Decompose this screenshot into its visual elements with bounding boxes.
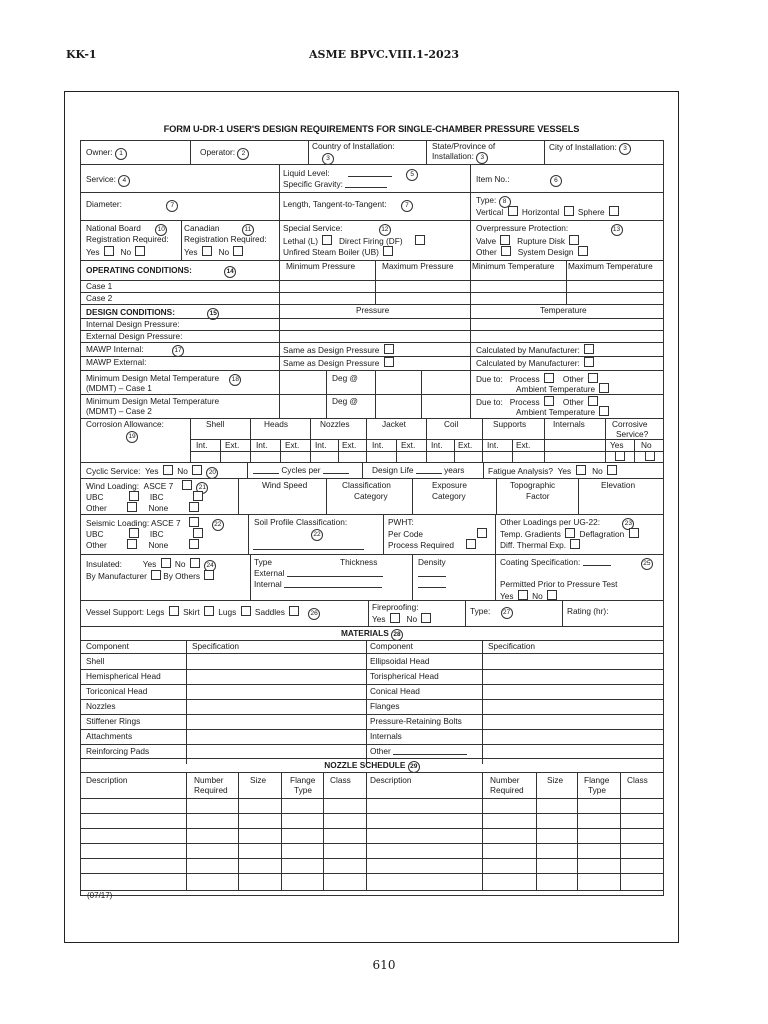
service-label: Service: 4 bbox=[86, 174, 130, 187]
special-service-label: Special Service: 12 bbox=[283, 223, 391, 236]
materials-title: MATERIALS 28 bbox=[80, 628, 664, 641]
insulation-by[interactable]: By Manufacturer By Others bbox=[86, 570, 216, 582]
noz-required-right: Required bbox=[490, 785, 524, 795]
fireproofing-label: Fireproofing: bbox=[372, 602, 419, 612]
ext-heads: Ext. bbox=[285, 440, 300, 450]
corr-corrosive: Corrosive bbox=[612, 419, 648, 429]
mdmt-case2: (MDMT) – Case 2 bbox=[86, 406, 152, 416]
nb-yes-no[interactable]: Yes No bbox=[86, 246, 147, 258]
ext-shell: Ext. bbox=[225, 440, 240, 450]
mat-right-other: Other bbox=[370, 746, 467, 757]
wind-elevation: Elevation bbox=[601, 480, 636, 490]
design-life: Design Life years bbox=[372, 465, 465, 475]
mat-left-row: Nozzles bbox=[86, 701, 116, 711]
design-conditions-title: DESIGN CONDITIONS: 15 bbox=[86, 307, 219, 320]
corr-supports: Supports bbox=[493, 419, 527, 429]
due-to-2[interactable]: Due to: Process Other bbox=[476, 396, 600, 408]
design-temperature-header: Temperature bbox=[540, 305, 587, 315]
noz-desc-right: Description bbox=[370, 775, 412, 785]
nb-registration-label: Registration Required: bbox=[86, 234, 169, 244]
can-registration-label: Registration Required: bbox=[184, 234, 267, 244]
insulation-external: External bbox=[254, 568, 383, 579]
city-label: City of Installation: 3 bbox=[549, 142, 631, 155]
insulated-row[interactable]: Insulated: Yes No 24 bbox=[86, 558, 216, 572]
soil-marker: 22 bbox=[311, 528, 323, 541]
page-header-center: ASME BPVC.VIII.1-2023 bbox=[309, 48, 459, 61]
length-label: Length, Tangent-to-Tangent: 7 bbox=[283, 199, 413, 212]
cyclic-service[interactable]: Cyclic Service: Yes No 20 bbox=[86, 465, 218, 479]
form-frame bbox=[64, 91, 679, 943]
external-design-pressure: External Design Pressure: bbox=[86, 331, 183, 341]
corr-heads: Heads bbox=[264, 419, 288, 429]
corr-no: No bbox=[641, 440, 652, 450]
min-pressure-header: Minimum Pressure bbox=[286, 261, 356, 271]
case-1-label: Case 1 bbox=[86, 281, 113, 291]
overpressure-label: Overpressure Protection: 13 bbox=[476, 223, 623, 236]
int-heads: Int. bbox=[256, 440, 268, 450]
int-supports: Int. bbox=[487, 440, 499, 450]
rating-hr: Rating (hr): bbox=[567, 606, 609, 616]
pwht-per-code[interactable]: Per Code bbox=[388, 528, 489, 540]
wind-exposure: Exposure bbox=[432, 480, 468, 490]
fatigue-analysis[interactable]: Fatigue Analysis? Yes No bbox=[488, 465, 619, 477]
page-header-left: KK-1 bbox=[66, 48, 97, 61]
mat-right-row: Torispherical Head bbox=[370, 671, 439, 681]
noz-type-left: Type bbox=[294, 785, 312, 795]
other-loadings: Other Loadings per UG-22: 23 bbox=[500, 517, 634, 530]
wind-loading-row1[interactable]: Wind Loading: ASCE 7 21 bbox=[86, 480, 208, 494]
insulation-type: Type bbox=[254, 557, 272, 567]
noz-flange-left: Flange bbox=[290, 775, 316, 785]
noz-class-left: Class bbox=[330, 775, 351, 785]
wind-topographic: Topographic bbox=[510, 480, 556, 490]
mat-spec-right: Specification bbox=[488, 641, 536, 651]
corr-yes: Yes bbox=[610, 440, 624, 450]
insulation-thickness: Thickness bbox=[340, 557, 378, 567]
mat-left-row: Reinforcing Pads bbox=[86, 746, 150, 756]
max-temp-header: Maximum Temperature bbox=[568, 261, 653, 271]
mat-component-right: Component bbox=[370, 641, 413, 651]
temp-gradients[interactable]: Temp. Gradients Deflagration bbox=[500, 528, 641, 540]
deg-at-1: Deg @ bbox=[332, 373, 358, 383]
mat-left-row: Stiffener Rings bbox=[86, 716, 141, 726]
page-number: 610 bbox=[372, 958, 396, 972]
country-marker: 3 bbox=[322, 152, 334, 165]
seismic-row1[interactable]: Seismic Loading: ASCE 7 22 bbox=[86, 517, 224, 531]
other-system[interactable]: Other System Design bbox=[476, 246, 590, 258]
wind-factor: Factor bbox=[526, 491, 550, 501]
min-temp-header: Minimum Temperature bbox=[472, 261, 555, 271]
mat-right-row: Ellipsoidal Head bbox=[370, 656, 430, 666]
insulation-density: Density bbox=[418, 557, 446, 567]
due-to-1[interactable]: Due to: Process Other bbox=[476, 373, 600, 385]
noz-type-right: Type bbox=[588, 785, 606, 795]
operator-label: Operator: 2 bbox=[200, 147, 249, 160]
mat-spec-left: Specification bbox=[192, 641, 240, 651]
coating-spec: Coating Specification: 25 bbox=[500, 557, 653, 570]
form-title: FORM U-DR-1 USER'S DESIGN REQUIREMENTS FOR SINGLE-CHAMBER PRESSURE VESSELS bbox=[163, 124, 580, 134]
int-ext-shell: Int. bbox=[196, 440, 208, 450]
operating-conditions-title: OPERATING CONDITIONS: 14 bbox=[86, 265, 236, 278]
orientation-options[interactable]: Vertical Horizontal Sphere bbox=[476, 206, 621, 218]
wind-classification: Classification bbox=[342, 480, 391, 490]
permitted-prior: Permitted Prior to Pressure Test bbox=[500, 579, 618, 589]
wind-class-category: Category bbox=[354, 491, 388, 501]
national-board-label: National Board 10 bbox=[86, 223, 167, 236]
mat-left-row: Shell bbox=[86, 656, 105, 666]
corrosion-title: Corrosion Allowance: bbox=[86, 419, 164, 429]
noz-number-right: Number bbox=[490, 775, 520, 785]
density-line-2 bbox=[418, 579, 446, 590]
max-pressure-header: Maximum Pressure bbox=[382, 261, 454, 271]
seismic-row2[interactable]: UBC IBC bbox=[86, 528, 205, 540]
density-line-1 bbox=[418, 568, 446, 579]
mdmt-2-label: Minimum Design Metal Temperature bbox=[86, 396, 220, 406]
nozzle-schedule-title: NOZZLE SCHEDULE 29 bbox=[80, 760, 664, 773]
mawp-ext-calc[interactable]: Calculated by Manufacturer: bbox=[476, 357, 596, 369]
corr-jacket: Jacket bbox=[382, 419, 406, 429]
liquid-level-label: Liquid Level: 5 bbox=[283, 168, 418, 181]
int-coil: Int. bbox=[431, 440, 443, 450]
noz-required-left: Required bbox=[194, 785, 228, 795]
mat-component-left: Component bbox=[86, 641, 129, 651]
corr-coil: Coil bbox=[444, 419, 459, 429]
mat-left-row: Toriconical Head bbox=[86, 686, 148, 696]
design-pressure-header: Pressure bbox=[356, 305, 390, 315]
canadian-label: Canadian 11 bbox=[184, 223, 254, 236]
cycles-per: Cycles per bbox=[253, 465, 349, 476]
country-label: Country of Installation: bbox=[312, 141, 395, 151]
ext-supports: Ext. bbox=[516, 440, 531, 450]
corrosion-marker: 19 bbox=[126, 430, 138, 443]
noz-number-left: Number bbox=[194, 775, 224, 785]
permitted-yes-no[interactable]: Yes No bbox=[500, 590, 559, 602]
int-jacket: Int. bbox=[372, 440, 384, 450]
ext-jacket: Ext. bbox=[401, 440, 416, 450]
wind-speed: Wind Speed bbox=[262, 480, 308, 490]
mat-left-row: Hemispherical Head bbox=[86, 671, 161, 681]
ambient-2[interactable]: Ambient Temperature bbox=[516, 406, 611, 418]
fireproofing-yes-no[interactable]: Yes No bbox=[372, 613, 433, 625]
diff-thermal[interactable]: Diff. Thermal Exp. bbox=[500, 539, 582, 551]
wind-loading-row3[interactable]: Other None bbox=[86, 502, 201, 514]
valve-rupture[interactable]: Valve Rupture Disk bbox=[476, 235, 581, 247]
can-yes-no[interactable]: Yes No bbox=[184, 246, 245, 258]
form-revision-code: (07/17) bbox=[87, 891, 113, 900]
seismic-row3[interactable]: Other None bbox=[86, 539, 201, 551]
deg-at-2: Deg @ bbox=[332, 396, 358, 406]
mawp-int-calc[interactable]: Calculated by Manufacturer: bbox=[476, 344, 596, 356]
pwht-process[interactable]: Process Required bbox=[388, 539, 478, 551]
item-no-label: Item No.: 6 bbox=[476, 174, 562, 187]
corr-service: Service? bbox=[616, 429, 649, 439]
type-label: Type: 8 bbox=[476, 195, 511, 208]
mat-right-row: Pressure-Retaining Bolts bbox=[370, 716, 462, 726]
case-2-label: Case 2 bbox=[86, 293, 113, 303]
specific-gravity-label: Specific Gravity: bbox=[283, 179, 387, 190]
owner-label: Owner: 1 bbox=[86, 147, 127, 160]
vessel-support[interactable]: Vessel Support: Legs Skirt Lugs Saddles 26 bbox=[86, 606, 320, 620]
lethal-direct-firing[interactable]: Lethal (L) Direct Firing (DF) bbox=[283, 235, 427, 247]
noz-desc-left: Description bbox=[86, 775, 128, 785]
state-label-2: Installation: 3 bbox=[432, 151, 488, 164]
ext-coil: Ext. bbox=[458, 440, 473, 450]
unfired-boiler[interactable]: Unfired Steam Boiler (UB) bbox=[283, 246, 395, 258]
mat-right-row: Flanges bbox=[370, 701, 400, 711]
mat-right-row: Internals bbox=[370, 731, 402, 741]
corr-shell: Shell bbox=[206, 419, 225, 429]
int-nozzles: Int. bbox=[315, 440, 327, 450]
noz-flange-right: Flange bbox=[584, 775, 610, 785]
mawp-external: MAWP External: bbox=[86, 357, 147, 367]
mdmt-1-label: Minimum Design Metal Temperature 18 bbox=[86, 373, 241, 386]
wind-loading-row2[interactable]: UBC IBC bbox=[86, 491, 205, 503]
form-grid bbox=[80, 140, 664, 895]
noz-size-right: Size bbox=[547, 775, 564, 785]
mawp-ext-same[interactable]: Same as Design Pressure bbox=[283, 357, 396, 369]
mawp-int-same[interactable]: Same as Design Pressure bbox=[283, 344, 396, 356]
wind-exposure-category: Category bbox=[432, 491, 466, 501]
soil-profile: Soil Profile Classification: bbox=[254, 517, 348, 527]
ambient-1[interactable]: Ambient Temperature bbox=[516, 383, 611, 395]
mat-left-row: Attachments bbox=[86, 731, 133, 741]
fireproof-type: Type: 27 bbox=[470, 606, 513, 619]
mdmt-case1: (MDMT) – Case 1 bbox=[86, 383, 152, 393]
state-label: State/Province of bbox=[432, 141, 496, 151]
internal-design-pressure: Internal Design Pressure: bbox=[86, 319, 180, 329]
diameter-label: Diameter: 7 bbox=[86, 199, 178, 212]
mat-right-row: Conical Head bbox=[370, 686, 420, 696]
noz-size-left: Size bbox=[250, 775, 267, 785]
corr-nozzles: Nozzles bbox=[320, 419, 350, 429]
mawp-internal: MAWP Internal: 17 bbox=[86, 344, 184, 357]
pwht-label: PWHT: bbox=[388, 517, 414, 527]
corr-internals: Internals bbox=[553, 419, 585, 429]
ext-nozzles: Ext. bbox=[342, 440, 357, 450]
insulation-internal: Internal bbox=[254, 579, 382, 590]
noz-class-right: Class bbox=[627, 775, 648, 785]
